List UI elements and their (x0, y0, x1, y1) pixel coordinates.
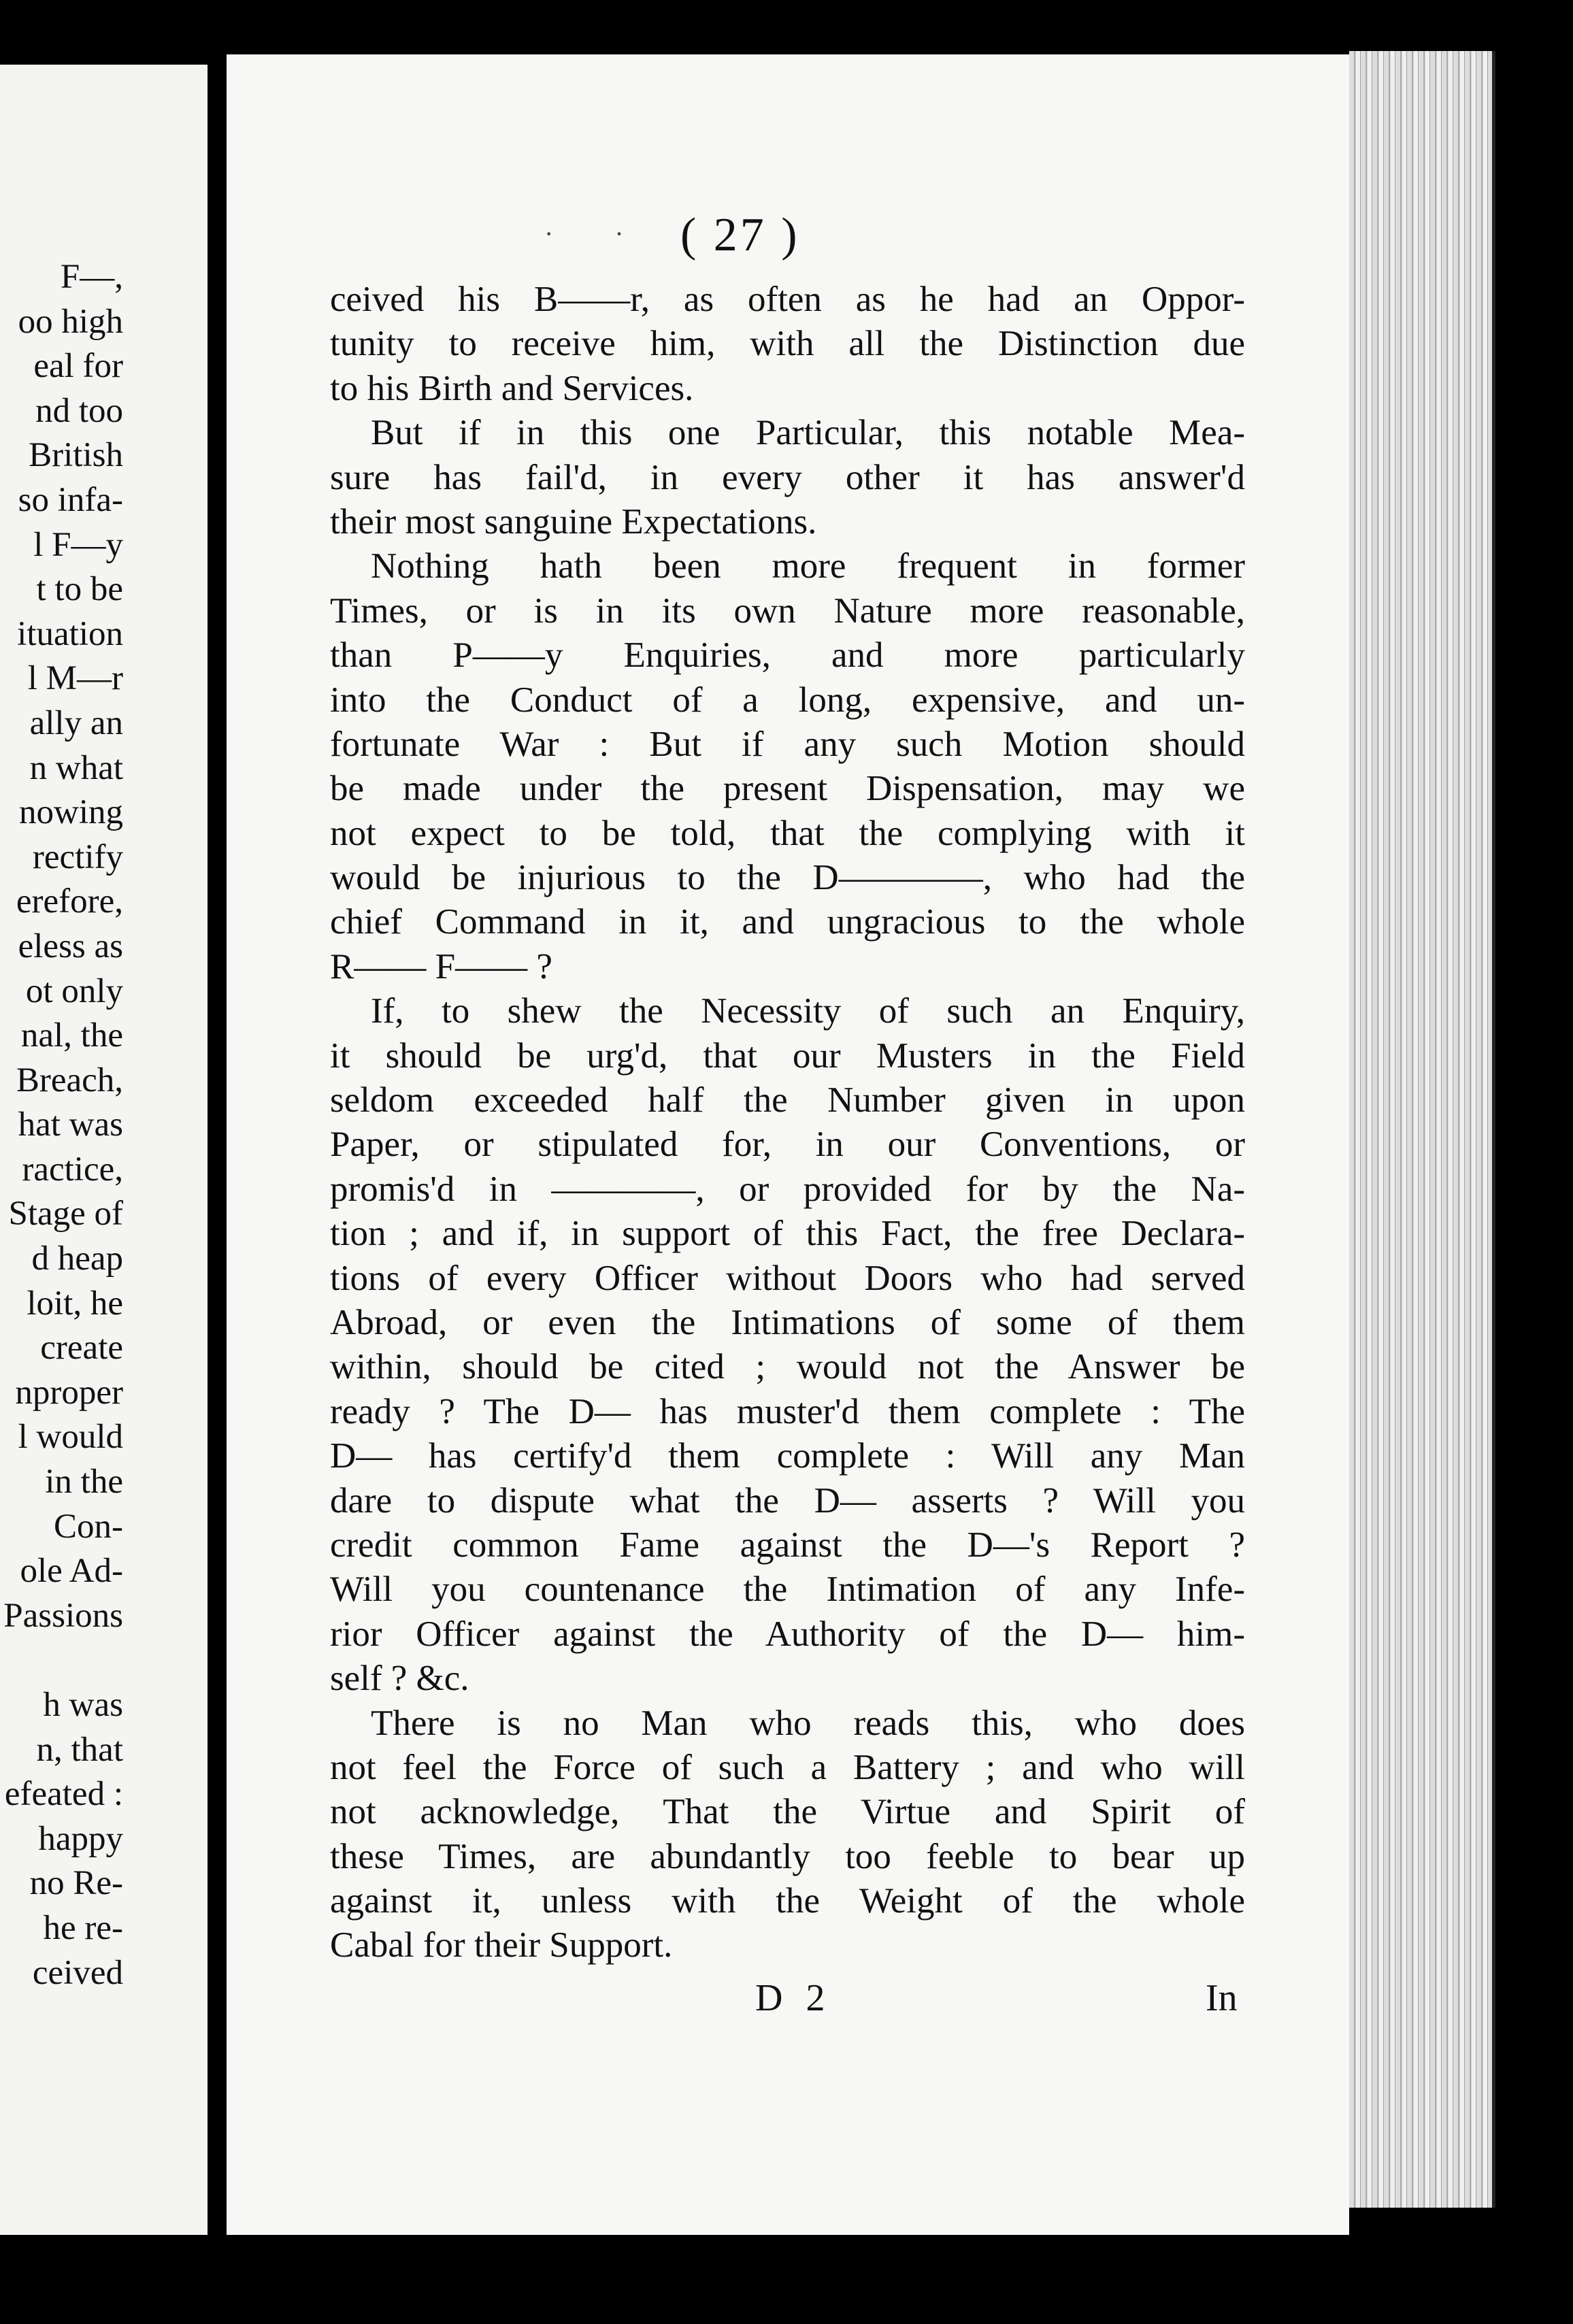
previous-page-line: l M—r (27, 659, 123, 698)
body-line: tion ; and if, in support of this Fact, the free Declara- (330, 1214, 1245, 1254)
body-line: credit common Fame against the D—'s Report ? (330, 1525, 1245, 1565)
previous-page-line: eless as (18, 927, 123, 965)
body-line: Paper, or stipulated for, in our Conventions, or (330, 1125, 1245, 1165)
body-line: self ? &c. (330, 1659, 469, 1699)
previous-page-line: h was (43, 1686, 123, 1724)
previous-page-line: happy (38, 1819, 123, 1858)
body-line: within, should be cited ; would not the Answer be (330, 1347, 1245, 1387)
previous-page-line: l F—y (33, 525, 123, 564)
previous-page-line: loit, he (27, 1284, 123, 1323)
previous-page-line (3, 1638, 123, 1683)
previous-page-line: nd too (35, 391, 123, 430)
previous-page-line: Con- (54, 1507, 123, 1546)
body-line: be made under the present Dispensation, may we (330, 769, 1245, 809)
body-line: their most sanguine Expectations. (330, 501, 817, 542)
catchword: In (1206, 1977, 1238, 2019)
body-line: not feel the Force of such a Battery ; and who will (330, 1747, 1245, 1787)
previous-page-line: no Re- (29, 1864, 123, 1903)
body-line: Times, or is in its own Nature more reasonable, (330, 591, 1245, 631)
previous-page-line: t to be (36, 570, 123, 609)
body-line: it should be urg'd, that our Musters in the Field (330, 1035, 1245, 1076)
body-line: D— has certify'd them complete : Will any Man (330, 1436, 1245, 1476)
body-line: Cabal for their Support. (330, 1925, 673, 1965)
previous-page-line: eal for (33, 347, 123, 386)
body-line: than P——y Enquiries, and more particularly (330, 635, 1245, 676)
body-text (330, 278, 1245, 1968)
signature-mark: D 2 (755, 1977, 832, 2019)
previous-page-line: F—, (60, 258, 123, 296)
body-line: would be injurious to the D————, who had the (330, 858, 1245, 898)
body-line: But if in this one Particular, this notable Mea- (371, 413, 1245, 453)
previous-page-line: nproper (15, 1373, 123, 1412)
previous-page-line: nowing (19, 793, 123, 832)
previous-page-line: ractice, (22, 1150, 123, 1189)
previous-page-line: Stage of (8, 1195, 123, 1233)
body-line: against it, unless with the Weight of the whole (330, 1881, 1245, 1921)
book-gutter (208, 65, 227, 2235)
body-line: ceived his B——r, as often as he had an Oppor- (330, 280, 1245, 319)
previous-page-line: ot only (25, 972, 123, 1010)
body-line: Will you countenance the Intimation of any Infe- (330, 1570, 1245, 1610)
body-line: tunity to receive him, with all the Distinction due (330, 324, 1245, 364)
previous-page-text (3, 255, 123, 1995)
body-line: not expect to be told, that the complying with it (330, 813, 1245, 853)
body-line: these Times, are abundantly too feeble to bear up (330, 1836, 1245, 1876)
body-line: tions of every Officer without Doors who had served (330, 1258, 1245, 1298)
previous-page-line: hat was (18, 1106, 123, 1144)
body-line: sure has fail'd, in every other it has answer'd (330, 457, 1245, 497)
previous-page-line: erefore, (16, 882, 123, 921)
previous-page-line: in the (45, 1463, 123, 1501)
body-line: There is no Man who reads this, who does (371, 1703, 1245, 1743)
body-line: to his Birth and Services. (330, 368, 694, 408)
previous-page-line: nal, the (20, 1016, 123, 1055)
body-line: seldom exceeded half the Number given in upon (330, 1080, 1245, 1120)
previous-page-line: ituation (17, 614, 123, 653)
body-line: fortunate War : But if any such Motion should (330, 724, 1245, 764)
previous-page-line: n what (29, 748, 123, 787)
previous-page-line: Breach, (16, 1061, 123, 1099)
body-line: R—— F—— ? (330, 946, 552, 986)
previous-page-line: ally an (29, 703, 123, 742)
previous-page-line: he re- (43, 1908, 123, 1947)
previous-page (0, 65, 208, 2235)
body-line: not acknowledge, That the Virtue and Spirit of (330, 1792, 1245, 1832)
body-line: into the Conduct of a long, expensive, and un- (330, 680, 1245, 720)
body-line: If, to shew the Necessity of such an Enquiry, (371, 991, 1245, 1031)
page-number: ( 27 ) (680, 209, 800, 261)
previous-page-line: efeated : (4, 1775, 123, 1814)
previous-page-line: so infa- (18, 480, 123, 519)
previous-page-line: British (29, 436, 123, 475)
body-line: dare to dispute what the D— asserts ? Will you (330, 1480, 1245, 1521)
page-edges (1349, 51, 1495, 2208)
body-line: rior Officer against the Authority of the D— him- (330, 1614, 1245, 1654)
previous-page-line: l would (18, 1418, 123, 1457)
previous-page-line: n, that (36, 1730, 123, 1769)
margin-marks: · · (544, 218, 651, 249)
previous-page-line: rectify (32, 837, 123, 876)
previous-page-line: oo high (18, 302, 123, 341)
previous-page-line: ceived (32, 1953, 123, 1992)
body-line: chief Command in it, and ungracious to the whole (330, 902, 1245, 942)
previous-page-line: ole Ad- (20, 1552, 123, 1591)
previous-page-line: Passions (3, 1596, 123, 1635)
body-line: Nothing hath been more frequent in former (371, 546, 1245, 586)
body-line: promis'd in ————, or provided for by the Na- (330, 1169, 1245, 1209)
previous-page-line: d heap (31, 1240, 123, 1278)
body-line: ready ? The D— has muster'd them complete : The (330, 1391, 1245, 1431)
previous-page-line: create (40, 1329, 123, 1367)
body-line: Abroad, or even the Intimations of some of them (330, 1302, 1245, 1342)
